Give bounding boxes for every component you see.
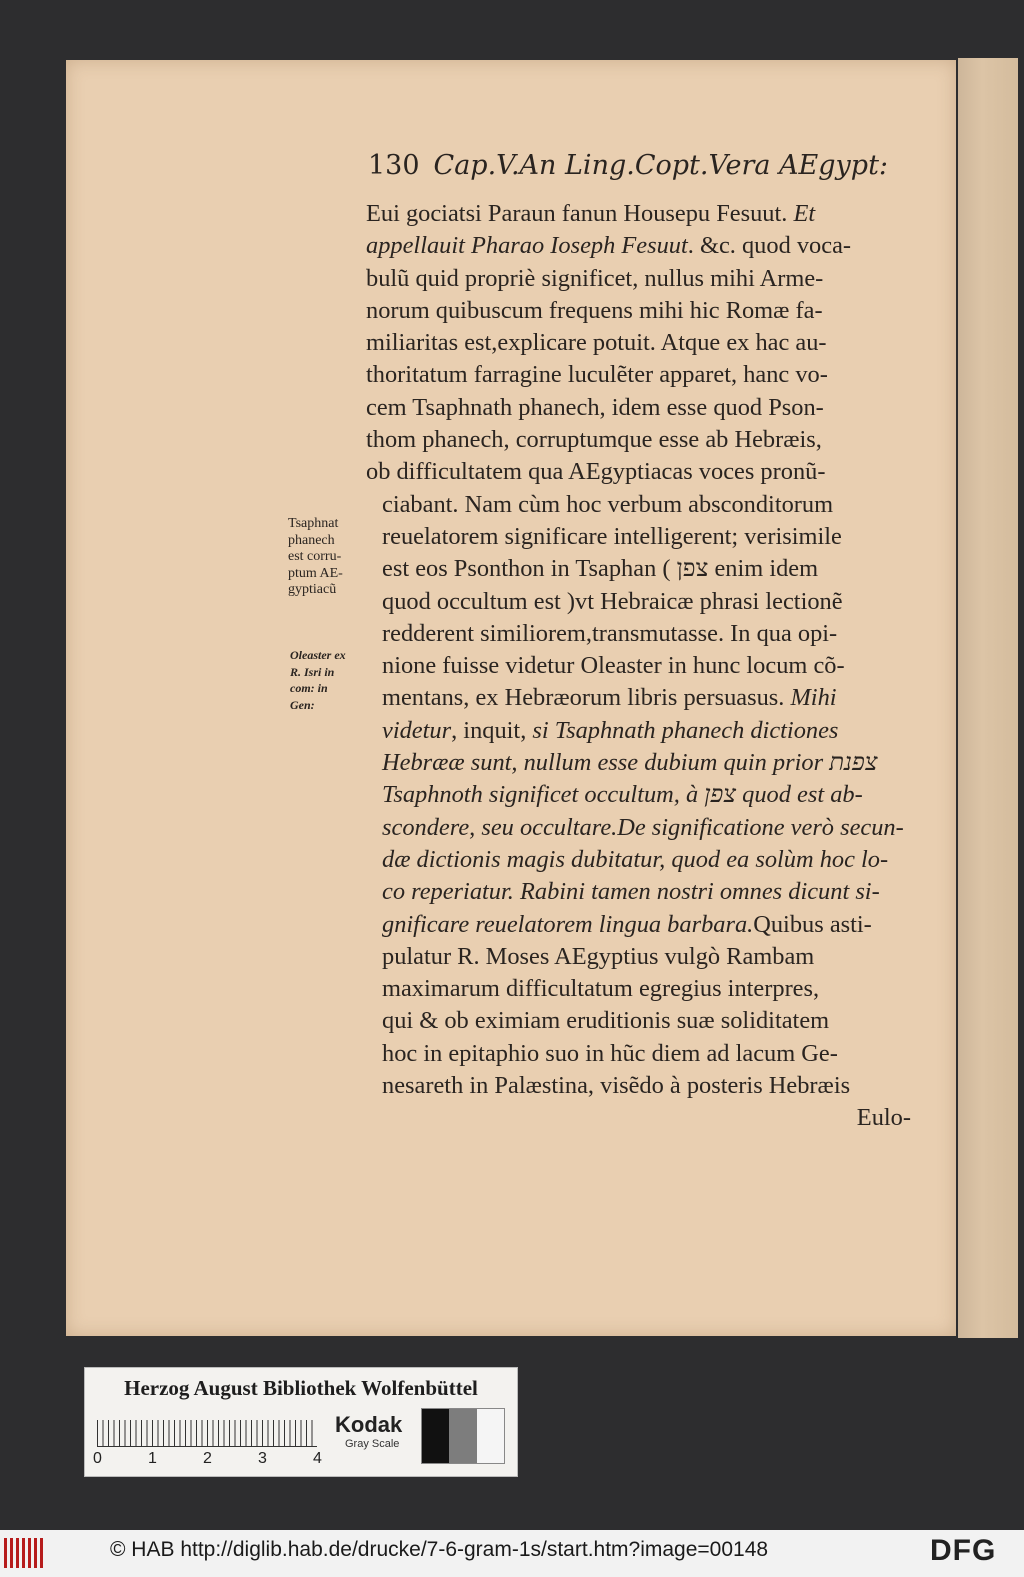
archive-label: [84, 1367, 518, 1477]
line-roman-text: redderent similiorem,transmutasse. In qua opi-: [382, 619, 838, 647]
line-italic-text: scondere, seu occultare.De significatione verò secun-: [382, 813, 904, 841]
text-line: [366, 973, 911, 1005]
text-line: [366, 1102, 911, 1134]
ruler-number: 4: [313, 1450, 322, 1467]
ruler-number: 0: [93, 1450, 102, 1467]
kodak-logo: Kodak: [335, 1412, 403, 1437]
line-roman-text: nione fuisse videtur Oleaster in hunc locum cõ-: [382, 652, 845, 680]
line-roman-text: bulũ quid propriè significet, nullus mihi Arme-: [366, 264, 824, 292]
text-line: [366, 876, 911, 908]
text-line: [366, 682, 911, 714]
line-roman-text: mentans, ex Hebræorum libris persuasus.: [382, 684, 791, 712]
line-roman-text: ciabant. Nam cùm hoc verbum absconditorum: [382, 490, 834, 518]
line-roman-text: miliaritas est,explicare potuit. Atque ex hac au-: [366, 329, 827, 357]
margin-note-line: Gen:: [290, 697, 315, 712]
line-roman-text: pulatur R. Moses AEgyptius vulgò Rambam: [382, 942, 815, 970]
text-line: [366, 327, 911, 359]
scale-ruler: [97, 1420, 317, 1447]
ruler-number: 2: [203, 1450, 212, 1467]
gray-swatch: [477, 1409, 504, 1463]
line-roman-text: maximarum difficultatum egregius interpres,: [382, 975, 820, 1003]
ruler-number: 3: [258, 1450, 267, 1467]
line-roman-text: thom phanech, corruptumque esse ab Hebræis,: [366, 426, 822, 454]
running-title: Cap.V.An Ling.Copt.Vera AEgypt:: [433, 150, 889, 181]
gray-scale-swatches: [421, 1408, 505, 1464]
line-roman-text: qui & ob eximiam eruditionis suæ soliditatem: [382, 1007, 830, 1035]
margin-note-oleaster: [290, 647, 378, 713]
next-page-edge: [958, 58, 1018, 1338]
margin-note-line: est corru-: [288, 549, 342, 564]
gray-scale-label: Gray Scale: [345, 1438, 400, 1450]
margin-note-line: R. Isri in: [290, 664, 335, 679]
line-roman-text: est eos Psonthon in Tsaphan ( צפן enim idem: [382, 555, 819, 583]
ruler-number: 1: [148, 1450, 157, 1467]
text-line: [366, 618, 911, 650]
line-roman-text: quod occultum est )vt Hebraicæ phrasi lectionẽ: [382, 587, 843, 615]
dfg-logo: DFG: [930, 1534, 997, 1567]
text-line: [366, 715, 911, 747]
line-roman-text: hoc in epitaphio suo in hũc diem ad lacum Ge-: [382, 1039, 838, 1067]
line-italic-text: Hebrææ sunt, nullum esse dubium quin prior צפנת: [382, 749, 878, 777]
text-line: [366, 586, 911, 618]
line-italic-text: videtur: [382, 716, 452, 744]
text-line: [366, 1005, 911, 1037]
margin-note-line: com: in: [290, 681, 328, 695]
text-line: [366, 489, 911, 521]
footer-bar: [0, 1530, 1024, 1577]
barcode-icon: [4, 1538, 46, 1568]
line-italic-text: dæ dictionis magis dubitatur, quod ea solùm hoc lo-: [382, 845, 889, 873]
line-roman-text: norum quibuscum frequens mihi hic Romæ fa-: [366, 296, 823, 324]
text-line: [366, 844, 911, 876]
text-line: [366, 1038, 911, 1070]
copyright-url[interactable]: © HAB http://diglib.hab.de/drucke/7-6-gram-1s/start.htm?image=00148: [110, 1538, 769, 1561]
line-roman-text: . &c. quod voca-: [687, 232, 852, 260]
margin-note-tsaphnat: [288, 516, 378, 599]
text-line: [366, 359, 911, 391]
line-italic-text: co reperiatur. Rabini tamen nostri omnes dicunt si-: [382, 878, 880, 906]
text-line: [366, 650, 911, 682]
line-roman-text: cem Tsaphnath phanech, idem esse quod Pson-: [366, 393, 824, 421]
text-line: [366, 263, 911, 295]
line-italic-text: Tsaphnoth significet occultum, à צפן quod est ab-: [382, 781, 863, 809]
text-line: [366, 812, 911, 844]
line-roman-text: reuelatorem significare intelligerent; verisimile: [382, 522, 842, 550]
page-number: 130: [368, 150, 420, 181]
text-line: [366, 198, 911, 230]
line-italic-text: appellauit Pharao Ioseph Fesuut: [366, 232, 688, 260]
margin-note-line: phanech: [288, 532, 335, 548]
text-line: [366, 230, 911, 262]
line-roman-text: nesareth in Palæstina, visẽdo à posteris Hebræis: [382, 1072, 851, 1100]
text-line: [366, 1070, 911, 1102]
line-italic-text: Mihi: [790, 684, 837, 712]
text-line: [366, 295, 911, 327]
line-italic-text: gnificare reuelatorem lingua barbara.: [382, 910, 754, 938]
line-roman-text: Quibus asti-: [753, 910, 872, 938]
line-roman-text: ob difficultatem qua AEgyptiacas voces pronũ-: [366, 458, 826, 486]
line-roman-text: Eulo-: [856, 1104, 911, 1132]
text-line: [366, 392, 911, 424]
running-header: [368, 150, 913, 194]
line-roman-text: thoritatum farragine luculẽter apparet, hanc vo-: [366, 361, 828, 389]
gray-swatch: [449, 1409, 476, 1463]
main-text-block: [366, 198, 911, 1135]
margin-note-line: gyptiacũ: [288, 582, 337, 597]
ruler-numbers: [93, 1450, 333, 1470]
text-line: [366, 456, 911, 488]
text-line: [366, 909, 911, 941]
margin-note-line: ptum AE-: [288, 565, 343, 581]
margin-note-line: Oleaster ex: [290, 648, 346, 662]
library-name: Herzog August Bibliothek Wolfenbüttel: [124, 1376, 478, 1400]
text-line: [366, 747, 911, 779]
margin-note-line: Tsaphnat: [288, 516, 339, 531]
text-line: [366, 553, 911, 585]
text-line: [366, 779, 911, 811]
line-roman-text: Eui gociatsi Paraun fanun Housepu Fesuut.: [366, 200, 794, 227]
text-line: [366, 521, 911, 553]
text-line: [366, 424, 911, 456]
gray-swatch: [422, 1409, 449, 1463]
line-roman-text: , inquit,: [451, 716, 533, 744]
line-italic-text: Et: [793, 200, 816, 227]
line-italic-text: si Tsaphnath phanech dictiones: [532, 716, 839, 744]
text-line: [366, 941, 911, 973]
